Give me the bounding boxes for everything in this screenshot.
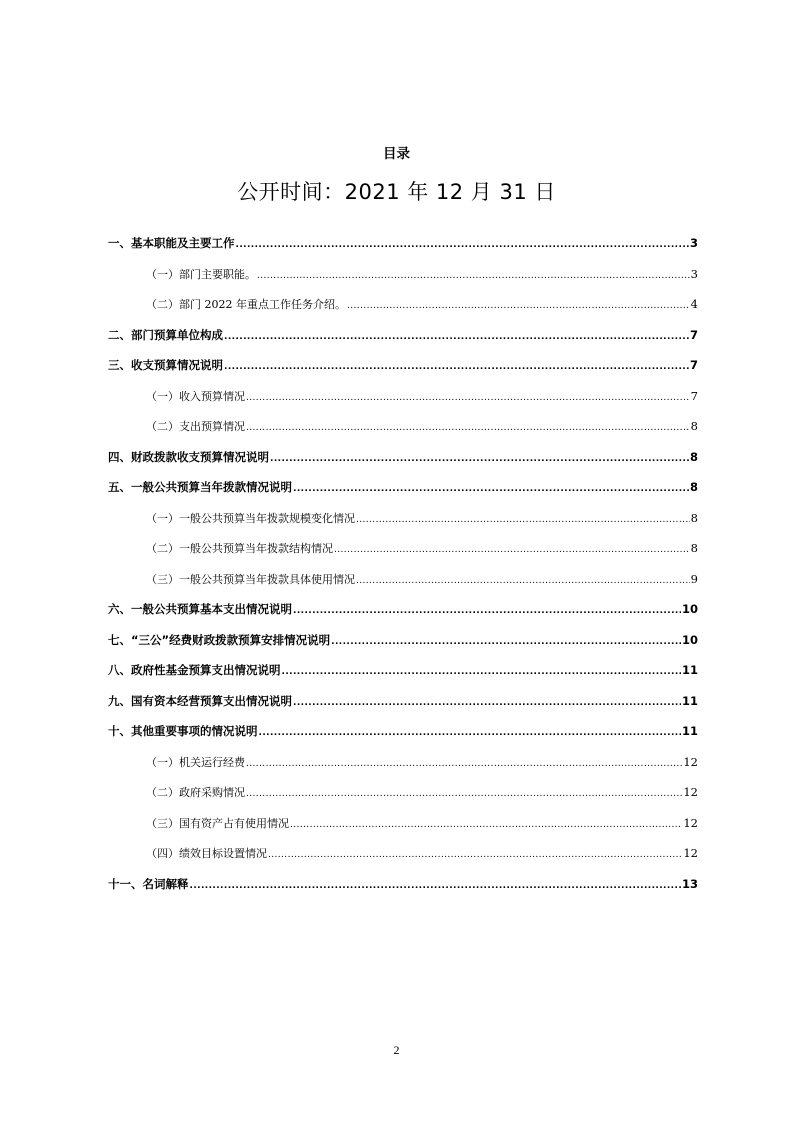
toc-entry-page: 11 bbox=[681, 724, 698, 738]
toc-entry-page: 3 bbox=[690, 266, 698, 281]
toc-leader-dots bbox=[190, 877, 681, 891]
toc-leader-dots bbox=[290, 817, 682, 830]
toc-entry-page: 7 bbox=[689, 327, 698, 342]
toc-entry[interactable] bbox=[108, 266, 698, 286]
toc-leader-dots bbox=[293, 480, 689, 494]
toc-leader-dots bbox=[331, 633, 681, 647]
toc-entry-label: 十一、名词解释 bbox=[108, 876, 189, 891]
toc-leader-dots bbox=[334, 542, 690, 555]
toc-entry[interactable] bbox=[108, 357, 698, 377]
toc-leader-dots bbox=[293, 602, 681, 616]
toc-entry-page: 8 bbox=[689, 449, 698, 464]
toc-entry-label: （二）部门 2022 年重点工作任务介绍。 bbox=[146, 298, 346, 311]
toc-leader-dots bbox=[356, 573, 690, 586]
toc-entry-label: 十、其他重要事项的情况说明 bbox=[108, 724, 258, 738]
toc-entry[interactable] bbox=[108, 327, 698, 347]
toc-leader-dots bbox=[259, 724, 681, 738]
toc-entry[interactable] bbox=[108, 449, 698, 469]
toc-entry[interactable] bbox=[108, 479, 698, 499]
toc-entry[interactable] bbox=[108, 876, 698, 896]
toc-leader-dots bbox=[347, 298, 690, 311]
publish-date: 公开时间：2021 年 12 月 31 日 bbox=[237, 180, 556, 204]
toc-entry-label: 二、部门预算单位构成 bbox=[108, 327, 223, 342]
toc-entry[interactable] bbox=[108, 235, 698, 255]
toc-entry-page: 3 bbox=[689, 236, 698, 250]
toc-leader-dots bbox=[246, 756, 682, 769]
toc-entry[interactable] bbox=[108, 540, 698, 560]
toc-entry[interactable] bbox=[108, 693, 698, 713]
toc-entry-label: （一）部门主要职能。 bbox=[146, 267, 256, 281]
toc-entry-page: 12 bbox=[683, 754, 698, 769]
toc-entry[interactable] bbox=[108, 601, 698, 621]
toc-entry-page: 12 bbox=[683, 846, 698, 860]
toc-entry[interactable] bbox=[108, 784, 698, 804]
toc-entry-label: （二）支出预算情况 bbox=[146, 420, 245, 433]
toc-entry-page: 13 bbox=[681, 876, 698, 891]
toc-entry[interactable] bbox=[108, 571, 698, 591]
toc-entry-label: 六、一般公共预算基本支出情况说明 bbox=[108, 602, 292, 616]
toc-leader-dots bbox=[236, 236, 689, 250]
toc-entry-page: 7 bbox=[689, 358, 698, 372]
toc-leader-dots bbox=[293, 694, 681, 708]
toc-leader-dots bbox=[246, 390, 690, 403]
toc-entry[interactable] bbox=[108, 510, 698, 530]
toc-entry-label: 五、一般公共预算当年拨款情况说明 bbox=[108, 480, 292, 494]
toc-entry-label: （三）国有资产占有使用情况 bbox=[146, 816, 289, 830]
toc-entry-label: （一）一般公共预算当年拨款规模变化情况 bbox=[146, 511, 355, 525]
toc-leader-dots bbox=[356, 512, 690, 525]
toc-entry-label: （一）收入预算情况 bbox=[146, 389, 245, 403]
toc-leader-dots bbox=[268, 847, 682, 860]
toc-entry[interactable] bbox=[108, 296, 698, 316]
toc-leader-dots bbox=[246, 786, 682, 799]
toc-entry-page: 10 bbox=[681, 632, 698, 647]
toc-entry-page: 10 bbox=[681, 602, 698, 616]
toc-entry-page: 8 bbox=[689, 480, 698, 494]
toc-entry[interactable] bbox=[108, 754, 698, 774]
toc-entry-page: 8 bbox=[690, 541, 698, 555]
toc-entry-label: （四）绩效目标设置情况 bbox=[146, 847, 267, 860]
toc-entry[interactable] bbox=[108, 632, 698, 652]
toc-entry-page: 11 bbox=[681, 693, 698, 708]
toc-leader-dots bbox=[257, 268, 690, 281]
toc-entry-label: 八、政府性基金预算支出情况说明 bbox=[108, 663, 281, 677]
toc-entry[interactable] bbox=[108, 662, 698, 682]
toc-leader-dots bbox=[282, 663, 681, 677]
toc-entry-page: 8 bbox=[690, 419, 698, 433]
toc-entry-label: （三）一般公共预算当年拨款具体使用情况 bbox=[146, 572, 355, 586]
toc-heading: 目录 bbox=[383, 146, 410, 162]
toc-entry-label: 七、“三公”经费财政拨款预算安排情况说明 bbox=[108, 632, 331, 647]
toc-leader-dots bbox=[270, 450, 689, 464]
toc-entry-label: （一）机关运行经费 bbox=[146, 755, 245, 769]
toc-entry[interactable] bbox=[108, 418, 698, 438]
page-number: 2 bbox=[393, 1043, 400, 1057]
toc-entry[interactable] bbox=[108, 845, 698, 865]
toc-entry-page: 8 bbox=[690, 510, 698, 525]
toc-entry[interactable] bbox=[108, 815, 698, 835]
toc-entry-label: 九、国有资本经营预算支出情况说明 bbox=[108, 693, 292, 708]
toc-entry[interactable] bbox=[108, 388, 698, 408]
toc-entry-label: （二）政府采购情况 bbox=[146, 786, 245, 799]
toc-entry[interactable] bbox=[108, 723, 698, 743]
toc-entry-page: 12 bbox=[683, 815, 698, 830]
toc-entry-label: 一、基本职能及主要工作 bbox=[108, 236, 235, 250]
toc-leader-dots bbox=[224, 358, 689, 372]
toc-leader-dots bbox=[246, 420, 690, 433]
toc-entry-page: 11 bbox=[681, 663, 698, 677]
toc-entry-page: 4 bbox=[690, 297, 698, 311]
toc-entry-page: 7 bbox=[690, 388, 698, 403]
toc-entry-label: （二）一般公共预算当年拨款结构情况 bbox=[146, 542, 333, 555]
toc-leader-dots bbox=[224, 328, 689, 342]
toc-entry-label: 三、收支预算情况说明 bbox=[108, 358, 223, 372]
toc-entry-label: 四、财政拨款收支预算情况说明 bbox=[108, 449, 269, 464]
toc-entry-page: 9 bbox=[690, 571, 698, 586]
toc-entry-page: 12 bbox=[683, 785, 698, 799]
